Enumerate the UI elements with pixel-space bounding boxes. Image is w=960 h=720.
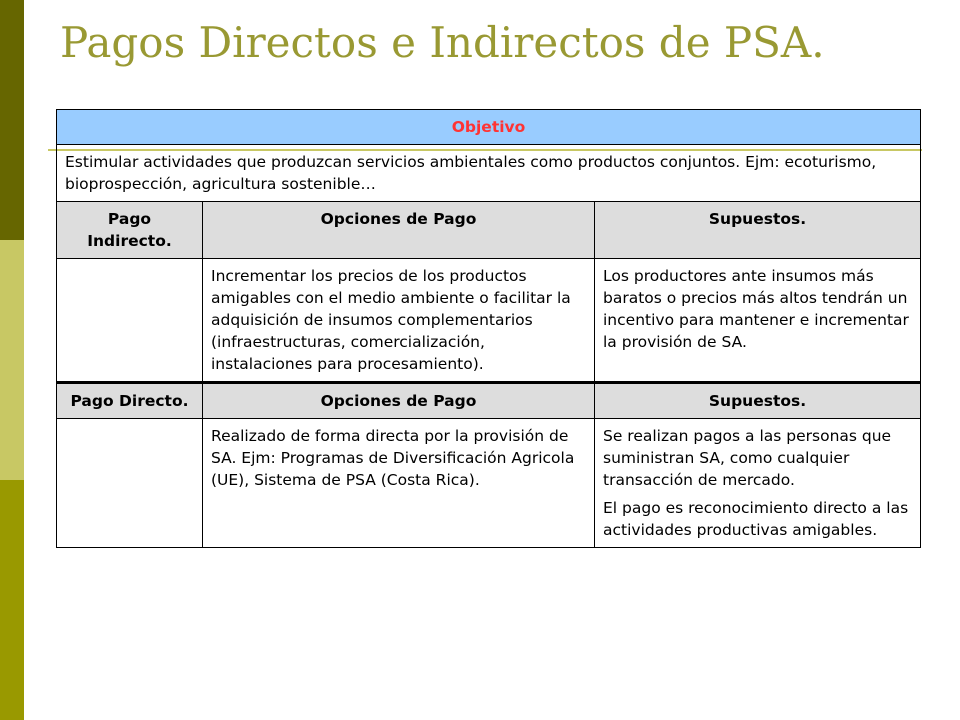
header-assumptions: Supuestos. — [595, 383, 921, 419]
indirect-assumptions-cell — [595, 259, 921, 383]
objective-label: Objetivo — [57, 110, 921, 145]
indirect-options-cell: Incrementar los precios de los productos amigables con el medio ambiente o facilitar la adquisición de insumos complementarios (infraestructuras, comercialización, instalaciones para procesamiento). — [203, 259, 595, 383]
indirect-header-row — [57, 202, 921, 259]
indirect-content-row — [57, 259, 921, 383]
sidebar-block-bottom — [0, 480, 24, 720]
objective-header-row — [57, 110, 921, 145]
header-payment-type: Pago Directo. — [57, 383, 203, 419]
header-assumptions: Supuestos. — [595, 202, 921, 259]
assumption-paragraph: El pago es reconocimiento directo a las actividades productivas amigables. — [603, 499, 909, 539]
sidebar-block-top — [0, 0, 24, 240]
sidebar-block-middle — [0, 240, 24, 480]
header-payment-options: Opciones de Pago — [203, 202, 595, 259]
direct-type-cell — [57, 419, 203, 548]
assumption-paragraph: Los productores ante insumos más baratos o precios más altos tendrán un incentivo para mantener e incrementar la provisión de SA. — [603, 267, 909, 351]
direct-assumptions-cell — [595, 419, 921, 548]
direct-header-row — [57, 383, 921, 419]
indirect-type-cell — [57, 259, 203, 383]
header-payment-type: Pago Indirecto. — [57, 202, 203, 259]
assumption-paragraph: Se realizan pagos a las personas que suministran SA, como cualquier transacción de mercado. — [603, 427, 892, 489]
header-payment-options: Opciones de Pago — [203, 383, 595, 419]
objective-text-row — [57, 145, 921, 202]
direct-options-cell: Realizado de forma directa por la provisión de SA. Ejm: Programas de Diversificación Agricola (UE), Sistema de PSA (Costa Rica). — [203, 419, 595, 548]
psa-table — [56, 109, 921, 548]
objective-text: Estimular actividades que produzcan servicios ambientales como productos conjuntos. Ejm: ecoturismo, bioprospección, agricultura sostenible… — [57, 145, 921, 202]
slide-title: Pagos Directos e Indirectos de PSA. — [60, 18, 825, 67]
direct-content-row — [57, 419, 921, 548]
